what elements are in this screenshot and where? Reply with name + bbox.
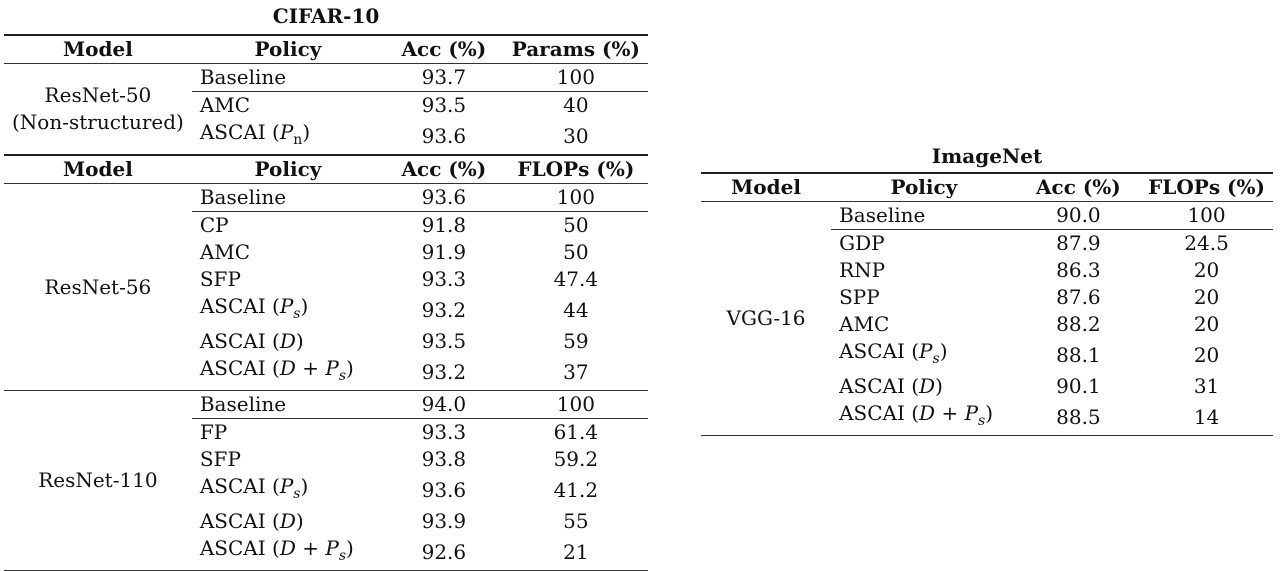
acc-cell: 93.8 xyxy=(421,447,467,471)
acc-cell: 93.2 xyxy=(421,298,467,322)
acc-cell: 93.3 xyxy=(421,267,467,291)
model-name: ResNet-50 xyxy=(44,83,152,107)
flops-cell: 100 xyxy=(1187,203,1226,227)
col-header-model: Model xyxy=(4,155,192,184)
policy-cell: ASCAI (D) xyxy=(199,509,304,533)
params-cell: 40 xyxy=(504,92,648,120)
policy-tail: ) xyxy=(302,120,311,144)
acc-cell: 91.9 xyxy=(421,240,467,264)
policy-cell: ASCAI (D) xyxy=(199,329,304,353)
policy-cell xyxy=(192,119,384,155)
col-header-flops: FLOPs (%) xyxy=(1140,173,1273,202)
flops-cell: 55 xyxy=(563,509,589,533)
policy-cell: AMC xyxy=(192,92,384,120)
acc-cell: 93.6 xyxy=(421,124,467,148)
acc-cell: 93.7 xyxy=(421,65,467,89)
acc-cell: 93.9 xyxy=(421,509,467,533)
policy-cell: SFP xyxy=(199,447,241,471)
cifar-header-row-flops xyxy=(4,155,648,184)
acc-cell: 91.8 xyxy=(384,212,504,240)
flops-cell: 37 xyxy=(563,360,589,384)
imagenet-header-row xyxy=(701,173,1273,202)
policy-cell: ASCAI $(D + P_s)$ xyxy=(831,400,1017,436)
flops-cell: 100 xyxy=(504,184,648,212)
col-header-model: Model xyxy=(701,173,831,202)
imagenet-results-table xyxy=(701,172,1273,436)
flops-cell: 31 xyxy=(1193,374,1220,398)
policy-cell: AMC xyxy=(199,240,251,264)
flops-cell: 20 xyxy=(1193,312,1220,336)
flops-cell: 59 xyxy=(563,329,589,353)
policy-cell: ASCAI $(D + P_s)$ xyxy=(199,356,354,384)
policy-var: P xyxy=(279,120,294,144)
flops-cell: 100 xyxy=(504,391,648,419)
policy-cell: AMC xyxy=(839,312,890,336)
flops-cell: 14 xyxy=(1140,400,1273,436)
table-row xyxy=(4,184,648,212)
table-row xyxy=(701,202,1273,230)
policy-prefix: ASCAI ( xyxy=(199,120,280,144)
policy-cell: ASCAI $(P_s)$ xyxy=(199,294,309,322)
col-header-model: Model xyxy=(4,35,192,64)
policy-cell: SFP xyxy=(199,267,241,291)
model-cell: ResNet-110 xyxy=(4,391,192,571)
flops-cell: 50 xyxy=(563,240,589,264)
policy-cell: FP xyxy=(192,419,384,447)
col-header-policy: Policy xyxy=(192,35,384,64)
policy-cell: RNP xyxy=(839,258,886,282)
acc-cell: 93.2 xyxy=(421,360,467,384)
acc-cell: 90.0 xyxy=(1056,203,1101,227)
resnet110-group xyxy=(4,391,648,571)
resnet56-group xyxy=(4,184,648,391)
flops-cell: 20 xyxy=(1193,343,1220,367)
policy-cell: ASCAI (D) xyxy=(839,374,943,398)
acc-cell: 93.6 xyxy=(384,184,504,212)
policy-cell: SPP xyxy=(839,285,880,309)
params-cell: 100 xyxy=(556,65,595,89)
col-header-flops: FLOPs (%) xyxy=(504,155,648,184)
model-cell-resnet50 xyxy=(4,64,192,156)
col-header-acc: Acc (%) xyxy=(384,155,504,184)
flops-cell: 59.2 xyxy=(553,447,599,471)
policy-cell: ASCAI $(P_s)$ xyxy=(199,474,309,502)
acc-cell: 93.6 xyxy=(421,478,467,502)
policy-cell: GDP xyxy=(831,230,1017,258)
flops-cell: 47.4 xyxy=(553,267,599,291)
flops-cell: 41.2 xyxy=(553,478,599,502)
table-row xyxy=(4,391,648,419)
col-header-acc: Acc (%) xyxy=(1017,173,1140,202)
acc-cell: 93.3 xyxy=(384,419,504,447)
acc-cell: 93.5 xyxy=(421,329,467,353)
policy-cell: ASCAI $(P_s)$ xyxy=(839,339,948,367)
flops-cell: 44 xyxy=(563,298,589,322)
acc-cell: 88.1 xyxy=(1056,343,1101,367)
model-cell: VGG-16 xyxy=(701,202,831,436)
flops-cell: 20 xyxy=(1193,285,1220,309)
col-header-policy: Policy xyxy=(831,173,1017,202)
params-cell: 30 xyxy=(563,124,589,148)
cifar-table-title: CIFAR-10 xyxy=(272,4,380,28)
cifar-results-table xyxy=(4,34,648,571)
vgg16-group xyxy=(701,202,1273,436)
acc-cell: 92.6 xyxy=(384,535,504,571)
col-header-policy: Policy xyxy=(192,155,384,184)
col-header-acc: Acc (%) xyxy=(384,35,504,64)
policy-cell: Baseline xyxy=(192,391,384,419)
cifar-header-row-params xyxy=(4,35,648,64)
policy-cell: Baseline xyxy=(839,203,926,227)
flops-cell: 50 xyxy=(504,212,648,240)
policy-cell: ASCAI $(D + P_s)$ xyxy=(192,535,384,571)
acc-cell: 90.1 xyxy=(1056,374,1101,398)
model-cell: ResNet-56 xyxy=(4,184,192,391)
acc-cell: 88.2 xyxy=(1056,312,1101,336)
table-row xyxy=(4,64,648,92)
flops-cell: 21 xyxy=(504,535,648,571)
flops-cell: 24.5 xyxy=(1140,230,1273,258)
policy-cell: CP xyxy=(192,212,384,240)
policy-cell: Baseline xyxy=(192,184,384,212)
acc-cell: 87.6 xyxy=(1056,285,1101,309)
imagenet-table-title: ImageNet xyxy=(931,144,1043,168)
policy-sub: n xyxy=(293,132,303,148)
acc-cell: 86.3 xyxy=(1056,258,1101,282)
model-subtitle: (Non-structured) xyxy=(12,110,184,134)
policy-cell: Baseline xyxy=(199,65,287,89)
flops-cell: 20 xyxy=(1193,258,1220,282)
acc-cell: 94.0 xyxy=(384,391,504,419)
col-header-params: Params (%) xyxy=(504,35,648,64)
acc-cell: 93.5 xyxy=(384,92,504,120)
acc-cell: 87.9 xyxy=(1017,230,1140,258)
flops-cell: 61.4 xyxy=(504,419,648,447)
acc-cell: 88.5 xyxy=(1017,400,1140,436)
